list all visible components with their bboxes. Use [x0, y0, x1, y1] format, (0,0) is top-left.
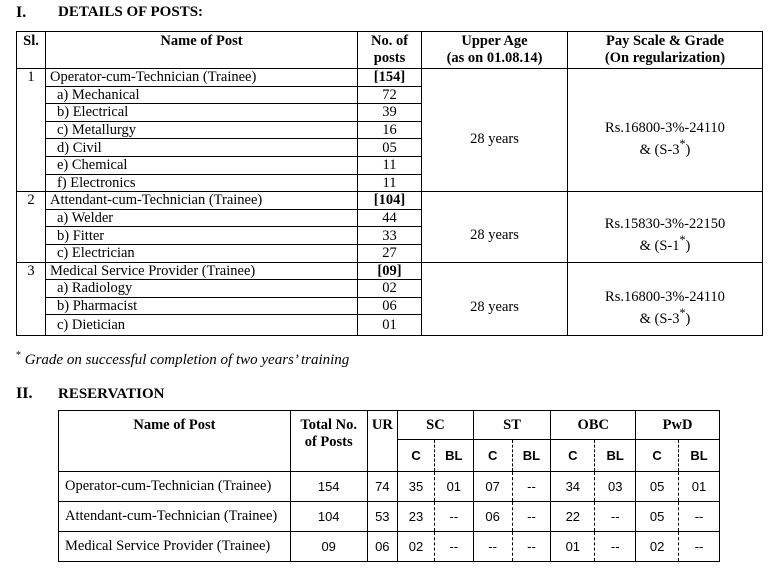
res-st-bl: --: [512, 472, 551, 502]
post-count: 11: [358, 174, 422, 192]
res-st-c: 07: [473, 472, 512, 502]
table-row: [59, 472, 720, 502]
post-name: e) Chemical: [46, 156, 358, 174]
footnote-asterisk: *: [16, 350, 21, 361]
post-name: b) Electrical: [46, 104, 358, 122]
res-pwd-c: 05: [636, 502, 679, 532]
post-name: d) Civil: [46, 139, 358, 157]
res-pwd-bl: --: [679, 502, 720, 532]
group-row: [17, 192, 763, 210]
pay-scale-header: Pay Scale & Grade (On regularization): [568, 32, 763, 69]
pay-scale: Rs.16800-3%-24110 & (S-3*): [568, 280, 763, 336]
res-obc-bl: --: [595, 532, 636, 562]
group-name: Operator-cum-Technician (Trainee): [46, 69, 358, 87]
details-of-posts-table: [16, 31, 763, 336]
list-item: [17, 86, 763, 104]
res-obc-c: 01: [551, 532, 595, 562]
st-c-header: C: [473, 440, 512, 472]
footnote-text: Grade on successful completion of two years’ training: [24, 352, 350, 368]
res-obc-c: 34: [551, 472, 595, 502]
res-post-name: Operator-cum-Technician (Trainee): [59, 472, 291, 502]
res-ur: 74: [367, 472, 398, 502]
group-total: [154]: [358, 69, 422, 87]
post-name: a) Welder: [46, 209, 358, 227]
group-sl: 3: [17, 262, 46, 336]
upper-age: 28 years: [422, 209, 568, 262]
res-post-name: Medical Service Provider (Trainee): [59, 532, 291, 562]
table-header-row: [17, 32, 763, 69]
post-count: 72: [358, 86, 422, 104]
obc-bl-header: BL: [595, 440, 636, 472]
post-name: b) Fitter: [46, 227, 358, 245]
res-sc-c: 02: [398, 532, 435, 562]
res-pwd-c: 02: [636, 532, 679, 562]
res-sc-bl: --: [434, 532, 473, 562]
res-obc-header: OBC: [551, 411, 636, 440]
no-of-posts-header: No. of posts: [358, 32, 422, 69]
res-st-bl: --: [512, 532, 551, 562]
upper-age-header: Upper Age (as on 01.08.14): [422, 32, 568, 69]
post-name: c) Electrician: [46, 244, 358, 262]
section-1-title: DETAILS OF POSTS:: [58, 4, 204, 20]
res-st-c: 06: [473, 502, 512, 532]
post-name: c) Dietician: [46, 315, 358, 336]
name-of-post-header: Name of Post: [46, 32, 358, 69]
res-ur-header: UR: [367, 411, 398, 472]
res-total: 09: [290, 532, 367, 562]
reservation-header-row: [59, 411, 720, 440]
pay-scale: Rs.15830-3%-22150 & (S-1*): [568, 209, 763, 262]
post-count: 06: [358, 297, 422, 315]
post-name: c) Metallurgy: [46, 121, 358, 139]
group-sl: 2: [17, 192, 46, 262]
res-pwd-bl: 01: [679, 472, 720, 502]
group-total: [104]: [358, 192, 422, 210]
group-sl: 1: [17, 69, 46, 192]
table-row: [59, 532, 720, 562]
res-pwd-header: PwD: [636, 411, 720, 440]
footnote: [16, 350, 349, 369]
post-count: 05: [358, 139, 422, 157]
st-bl-header: BL: [512, 440, 551, 472]
res-obc-c: 22: [551, 502, 595, 532]
res-sc-bl: 01: [434, 472, 473, 502]
section-2-title: RESERVATION: [58, 386, 165, 402]
upper-age: 28 years: [422, 86, 568, 192]
post-count: 11: [358, 156, 422, 174]
res-ur: 53: [367, 502, 398, 532]
res-obc-bl: 03: [595, 472, 636, 502]
res-obc-bl: --: [595, 502, 636, 532]
sc-c-header: C: [398, 440, 435, 472]
post-count: 39: [358, 104, 422, 122]
res-total-header: Total No. of Posts: [290, 411, 367, 472]
sc-bl-header: BL: [434, 440, 473, 472]
post-count: 16: [358, 121, 422, 139]
upper-age: 28 years: [422, 280, 568, 336]
res-st-bl: --: [512, 502, 551, 532]
res-name-header: Name of Post: [59, 411, 291, 472]
post-name: a) Radiology: [46, 280, 358, 298]
post-count: 44: [358, 209, 422, 227]
post-name: b) Pharmacist: [46, 297, 358, 315]
post-name: a) Mechanical: [46, 86, 358, 104]
res-post-name: Attendant-cum-Technician (Trainee): [59, 502, 291, 532]
sl-header: Sl.: [17, 32, 46, 69]
obc-c-header: C: [551, 440, 595, 472]
group-name: Attendant-cum-Technician (Trainee): [46, 192, 358, 210]
list-item: [17, 209, 763, 227]
group-name: Medical Service Provider (Trainee): [46, 262, 358, 280]
pwd-c-header: C: [636, 440, 679, 472]
section-1-number: I.: [16, 4, 27, 21]
post-count: 33: [358, 227, 422, 245]
res-sc-c: 23: [398, 502, 435, 532]
res-sc-c: 35: [398, 472, 435, 502]
group-row: [17, 262, 763, 280]
res-pwd-c: 05: [636, 472, 679, 502]
post-count: 02: [358, 280, 422, 298]
group-total: [09]: [358, 262, 422, 280]
res-ur: 06: [367, 532, 398, 562]
list-item: [17, 280, 763, 298]
post-count: 27: [358, 244, 422, 262]
post-count: 01: [358, 315, 422, 336]
reservation-table: [58, 410, 720, 562]
group-row: [17, 69, 763, 87]
res-st-c: --: [473, 532, 512, 562]
pwd-bl-header: BL: [679, 440, 720, 472]
res-total: 104: [290, 502, 367, 532]
res-st-header: ST: [473, 411, 551, 440]
post-name: f) Electronics: [46, 174, 358, 192]
res-total: 154: [290, 472, 367, 502]
res-pwd-bl: --: [679, 532, 720, 562]
section-2-number: II.: [16, 385, 33, 402]
res-sc-bl: --: [434, 502, 473, 532]
res-sc-header: SC: [398, 411, 474, 440]
pay-scale: Rs.16800-3%-24110 & (S-3*): [568, 86, 763, 192]
table-row: [59, 502, 720, 532]
